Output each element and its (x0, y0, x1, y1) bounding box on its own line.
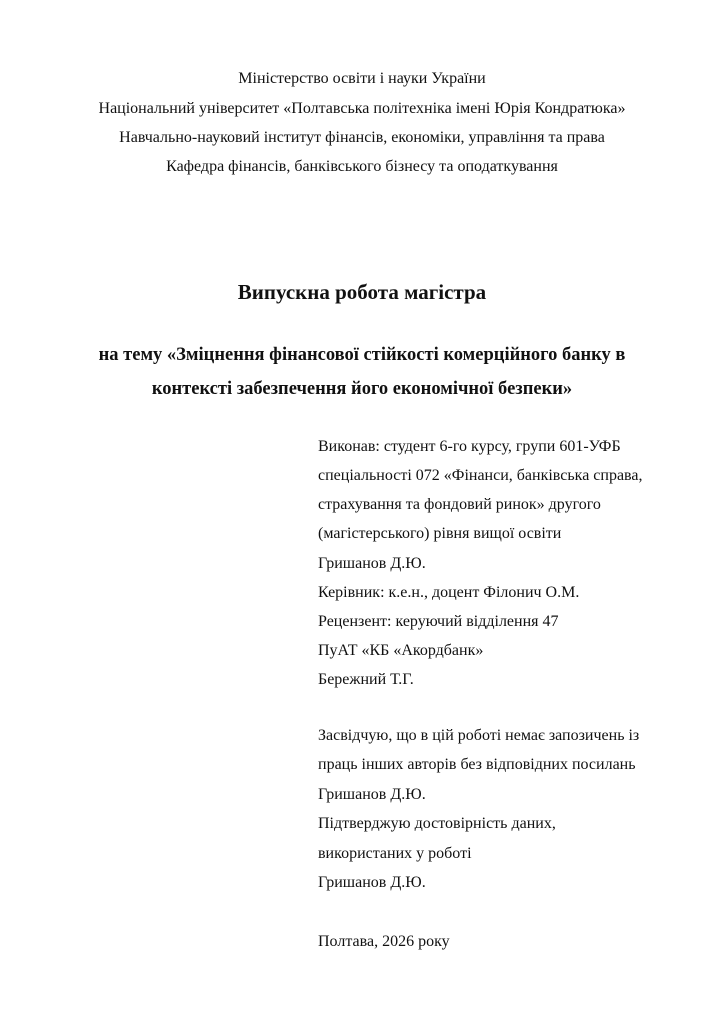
work-type-title: Випускна робота магістра (237, 280, 487, 304)
declaration-line: Засвідчую, що в цій роботі немає запозичень із (318, 727, 640, 744)
ministry-heading: Міністерство освіти і науки України (238, 70, 486, 87)
reviewer-line: Рецензент: керуючий відділення 47 (318, 613, 559, 630)
author-line: страхування та фондовий ринок» другого (318, 496, 601, 513)
place-year: Полтава, 2026 року (318, 933, 450, 950)
author-line: (магістерського) рівня вищої освіти (318, 525, 562, 542)
declaration-line: праць інших авторів без відповідних посилань (318, 756, 636, 773)
supervisor-line: Керівник: к.е.н., доцент Філонич О.М. (318, 584, 580, 601)
reviewer-name: Бережний Т.Г. (318, 671, 414, 688)
topic-line-2: контексті забезпечення його економічної безпеки» (151, 379, 573, 399)
confirmation-line: використаних у роботі (318, 845, 472, 862)
confirmation-line: Підтверджую достовірність даних, (318, 815, 556, 832)
author-line: Виконав: студент 6-го курсу, групи 601-УФБ (318, 438, 621, 455)
confirmation-signature: Гришанов Д.Ю. (318, 874, 426, 891)
author-line: спеціальності 072 «Фінанси, банківська справа, (318, 467, 643, 484)
university-heading: Національний університет «Полтавська політехніка імені Юрія Кондратюка» (98, 100, 626, 117)
reviewer-bank: ПуАТ «КБ «Акордбанк» (318, 642, 484, 659)
declaration-signature: Гришанов Д.Ю. (318, 786, 426, 803)
department-heading: Кафедра фінансів, банківського бізнесу та оподаткування (166, 158, 558, 175)
student-name: Гришанов Д.Ю. (318, 555, 426, 572)
topic-line-1: на тему «Зміцнення фінансової стійкості комерційного банку в (98, 345, 626, 365)
institute-heading: Навчально-науковий інститут фінансів, економіки, управління та права (119, 129, 605, 146)
